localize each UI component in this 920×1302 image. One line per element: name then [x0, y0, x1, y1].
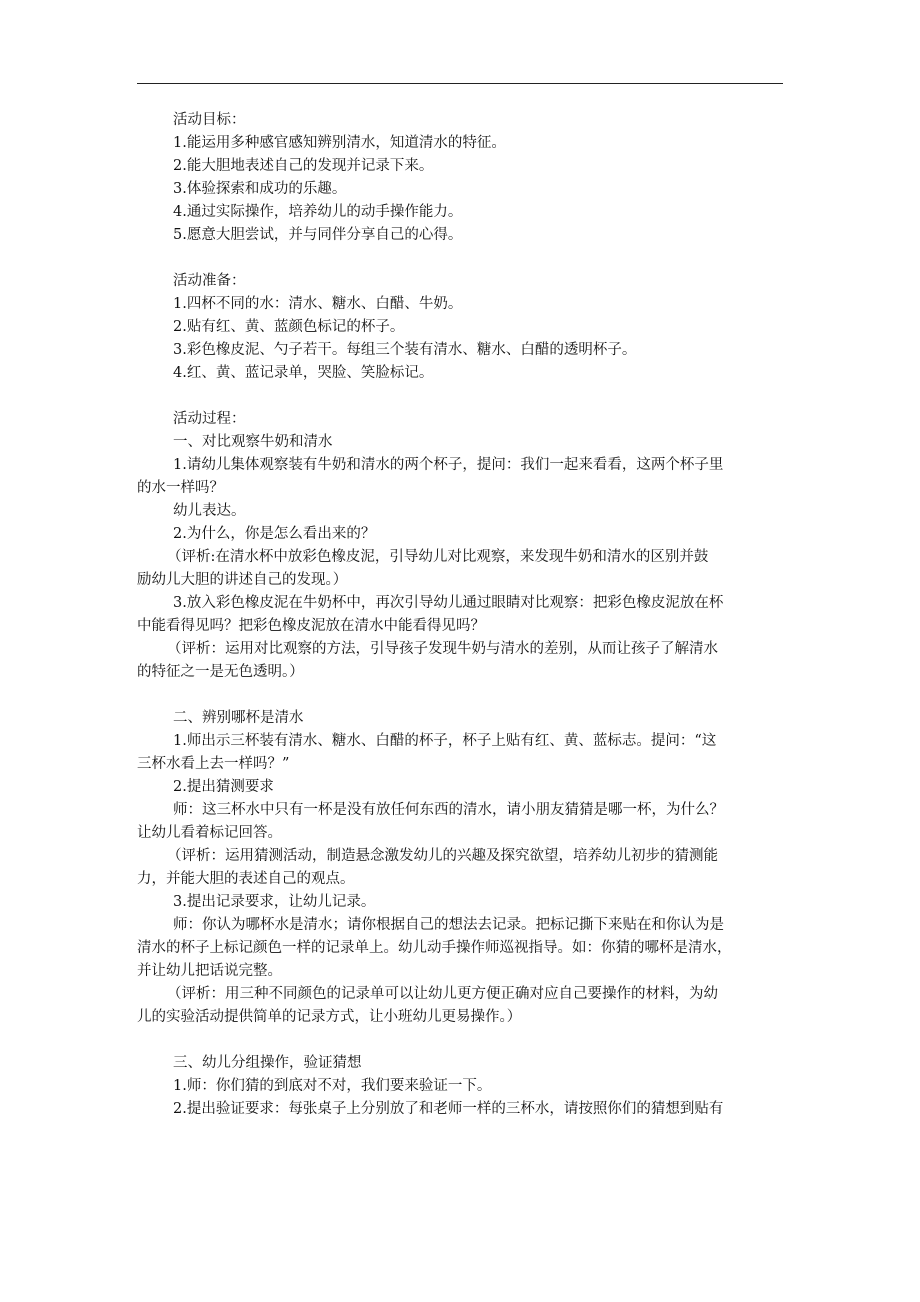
text-line: 2.能大胆地表述自己的发现并记录下来。 [173, 158, 434, 174]
text-line: 5.愿意大胆尝试，并与同伴分享自己的心得。 [173, 227, 463, 243]
text-line: （评析：运用对比观察的方法，引导孩子发现牛奶与清水的差别，从而让孩子了解清水 [167, 641, 718, 657]
text-line: （评析：用三种不同颜色的记录单可以让幼儿更方便正确对应自己要操作的材料，为幼 [167, 986, 718, 1002]
text-line: 的水一样吗？ [137, 480, 224, 496]
text-line: 4.红、黄、蓝记录单，哭脸、笑脸标记。 [173, 365, 434, 381]
text-line: 三杯水看上去一样吗？” [137, 756, 290, 772]
text-line: 励幼儿大胆的讲述自己的发现。） [137, 572, 348, 588]
header-rule [137, 83, 783, 84]
text-line: 中能看得见吗？把彩色橡皮泥放在清水中能看得见吗？ [137, 618, 485, 634]
document-section [137, 707, 797, 1029]
text-line: 1.请幼儿集体观察装有牛奶和清水的两个杯子，提问：我们一起来看看，这两个杯子里 [173, 457, 724, 473]
text-line: 4.通过实际操作，培养幼儿的动手操作能力。 [173, 204, 463, 220]
document-section [137, 408, 797, 684]
text-line: 1.师：你们猜的到底对不对，我们要来验证一下。 [173, 1078, 492, 1094]
text-line: 1.能运用多种感官感知辨别清水，知道清水的特征。 [173, 135, 506, 151]
text-line: 师：你认为哪杯水是清水；请你根据自己的想法去记录。把标记撕下来贴在和你认为是 [173, 917, 724, 933]
text-line: 2.为什么，你是怎么看出来的？ [173, 526, 376, 542]
text-line: 力，并能大胆的表述自己的观点。 [137, 871, 355, 887]
text-line: 1.四杯不同的水：清水、糖水、白醋、牛奶。 [173, 296, 463, 312]
text-line: （评析:在清水杯中放彩色橡皮泥，引导幼儿对比观察，来发现牛奶和清水的区别并鼓 [167, 549, 709, 565]
text-line: 3.彩色橡皮泥、勺子若干。每组三个装有清水、糖水、白醋的透明杯子。 [173, 342, 637, 358]
document-section [137, 109, 797, 247]
text-line: 幼儿表达。 [173, 503, 246, 519]
text-line: 一、对比观察牛奶和清水 [173, 434, 333, 450]
document-body [137, 109, 797, 1121]
text-line: 并让幼儿把话说完整。 [137, 963, 282, 979]
text-line: 活动目标： [173, 112, 246, 128]
text-line: 活动准备： [173, 273, 246, 289]
text-line: 儿的实验活动提供简单的记录方式，让小班幼儿更易操作。） [137, 1009, 522, 1025]
text-line: 3.提出记录要求，让幼儿记录。 [173, 894, 376, 910]
text-line: 师：这三杯水中只有一杯是没有放任何东西的清水，请小朋友猜猜是哪一杯，为什么？ [173, 802, 724, 818]
document-section [137, 270, 797, 385]
text-line: 三、幼儿分组操作，验证猜想 [173, 1055, 362, 1071]
text-line: （评析：运用猜测活动，制造悬念激发幼儿的兴趣及探究欲望，培养幼儿初步的猜测能 [167, 848, 718, 864]
text-line: 清水的杯子上标记颜色一样的记录单上。幼儿动手操作师巡视指导。如：你猜的哪杯是清水， [137, 940, 732, 956]
text-line: 2.提出猜测要求 [173, 779, 274, 795]
text-line: 的特征之一是无色透明。） [137, 664, 304, 680]
text-line: 3.体验探索和成功的乐趣。 [173, 181, 347, 197]
text-line: 2.贴有红、黄、蓝颜色标记的杯子。 [173, 319, 405, 335]
document-section [137, 1052, 797, 1121]
text-line: 活动过程： [173, 411, 246, 427]
text-line: 二、辨别哪杯是清水 [173, 710, 304, 726]
text-line: 1.师出示三杯装有清水、糖水、白醋的杯子，杯子上贴有红、黄、蓝标志。提问：“这 [173, 733, 717, 749]
text-line: 3.放入彩色橡皮泥在牛奶杯中，再次引导幼儿通过眼睛对比观察：把彩色橡皮泥放在杯 [173, 595, 724, 611]
text-line: 2.提出验证要求：每张桌子上分别放了和老师一样的三杯水，请按照你们的猜想到贴有 [173, 1101, 724, 1117]
text-line: 让幼儿看着标记回答。 [137, 825, 282, 841]
